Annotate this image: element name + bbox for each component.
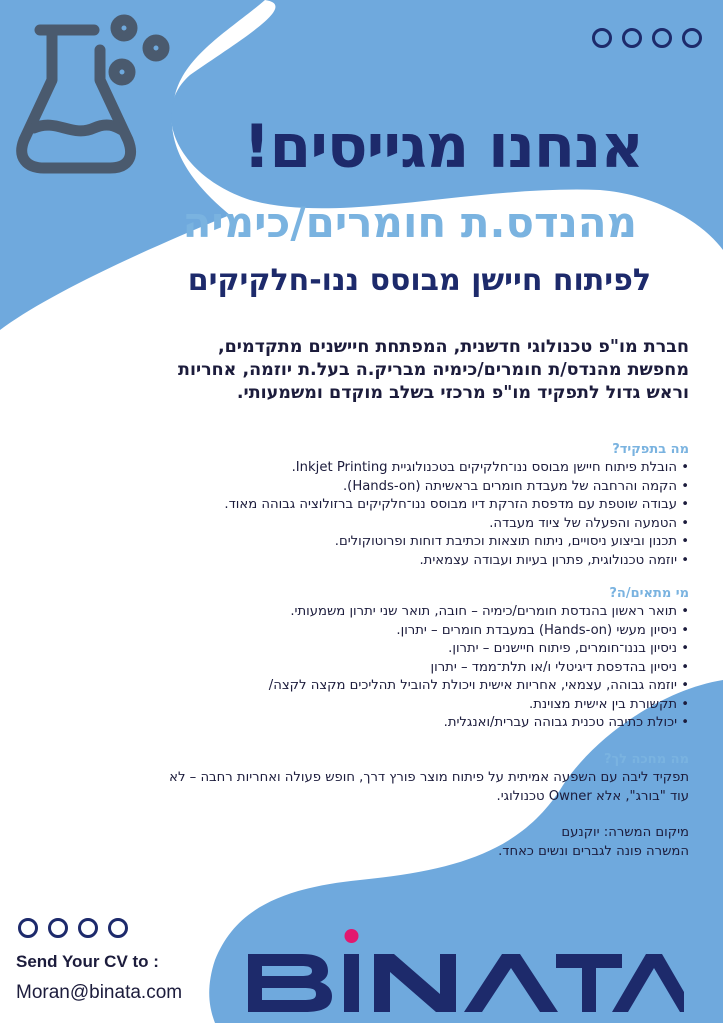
list-item: • הובלת פיתוח חיישן מבוסס ננו־חלקיקים בטכנולוגיית Inkjet Printing. xyxy=(9,459,689,478)
role-title: מהנדס.ת חומרים/כימיה xyxy=(182,198,637,247)
intro-line: מחפשת מהנדס/ת חומרים/כימיה מבריק.ה בעל.ת יוזמה, אחריות xyxy=(178,360,689,380)
job-details xyxy=(9,824,689,861)
section-heading: מה מחכה לך? xyxy=(604,752,689,767)
dots-icon xyxy=(592,28,702,48)
section-heading: מי מתאים/ה? xyxy=(609,586,689,601)
dot xyxy=(652,28,672,48)
location: מיקום המשרה: יוקנעם xyxy=(561,825,689,840)
list-item: • יוזמה טכנולוגית, פתרון בעיות ועבודה עצמאית. xyxy=(9,552,689,571)
fit-section xyxy=(9,586,689,733)
role-list xyxy=(9,459,689,570)
binata-logo xyxy=(244,924,684,1014)
list-item: • הטמעה והפעלה של ציוד מעבדה. xyxy=(9,515,689,534)
dots-icon xyxy=(18,918,128,938)
section-heading: מה בתפקיד? xyxy=(612,442,689,457)
dot xyxy=(48,918,68,938)
intro-line: חברת מו"פ טכנולוגי חדשנית, המפתחת חיישנים מתקדמים, xyxy=(217,337,689,357)
list-item: • יכולת כתיבה טכנית גבוהה עברית/ואנגלית. xyxy=(9,714,689,733)
offer-section xyxy=(9,752,689,806)
intro-paragraph xyxy=(0,336,689,405)
offer-text: תפקיד ליבה עם השפעה אמיתית על פיתוח מוצר פורץ דרך, חופש פעולה ואחריות רחבה – לא xyxy=(169,770,689,785)
list-item: • תואר ראשון בהנדסת חומרים/כימיה – חובה, תואר שני יתרון משמעותי. xyxy=(9,603,689,622)
dot xyxy=(108,918,128,938)
role-section xyxy=(9,442,689,570)
list-item: • ניסיון בננו־חומרים, פיתוח חיישנים – יתרון. xyxy=(9,640,689,659)
headline: אנחנו מגייסים! xyxy=(243,112,643,182)
list-item: • תקשורת בין אישית מצוינת. xyxy=(9,696,689,715)
list-item: • ניסיון בהדפסת דיגיטלי ו/או תלת־ממד – יתרון xyxy=(9,659,689,678)
list-item: • יוזמה גבוהה, עצמאי, אחריות אישית ויכולת להוביל תהליכים מקצה לקצה/ xyxy=(9,677,689,696)
flask-icon xyxy=(12,10,177,180)
cv-email-link[interactable]: Moran@binata.com xyxy=(16,982,183,1003)
dot xyxy=(18,918,38,938)
list-item: • הקמה והרחבה של מעבדת חומרים בראשיתה (Hands-on). xyxy=(9,478,689,497)
equality-note: המשרה פונה לגברים ונשים כאחד. xyxy=(498,843,689,859)
fit-list xyxy=(9,603,689,733)
list-item: • עבודה שוטפת עם מדפסת הזרקת דיו מבוסס ננו־חלקיקים ברזולוציה גבוהה מאוד. xyxy=(9,496,689,515)
dot xyxy=(682,28,702,48)
dot xyxy=(78,918,98,938)
intro-line: וראש גדול לתפקיד מו"פ מרכזי בשלב מוקדם ומשמעותי. xyxy=(236,383,689,403)
dot xyxy=(622,28,642,48)
list-item: • תכנון וביצוע ניסויים, ניתוח תוצאות וכתיבת דוחות ופרוטוקולים. xyxy=(9,533,689,552)
cv-label: Send Your CV to : xyxy=(16,952,159,971)
dot xyxy=(592,28,612,48)
subtitle: לפיתוח חיישן מבוסס ננו-חלקיקים xyxy=(187,263,651,298)
offer-text: עוד "בורג", אלא Owner טכנולוגי. xyxy=(496,788,689,804)
list-item: • ניסיון מעשי (Hands-on) במעבדת חומרים – יתרון. xyxy=(9,622,689,641)
